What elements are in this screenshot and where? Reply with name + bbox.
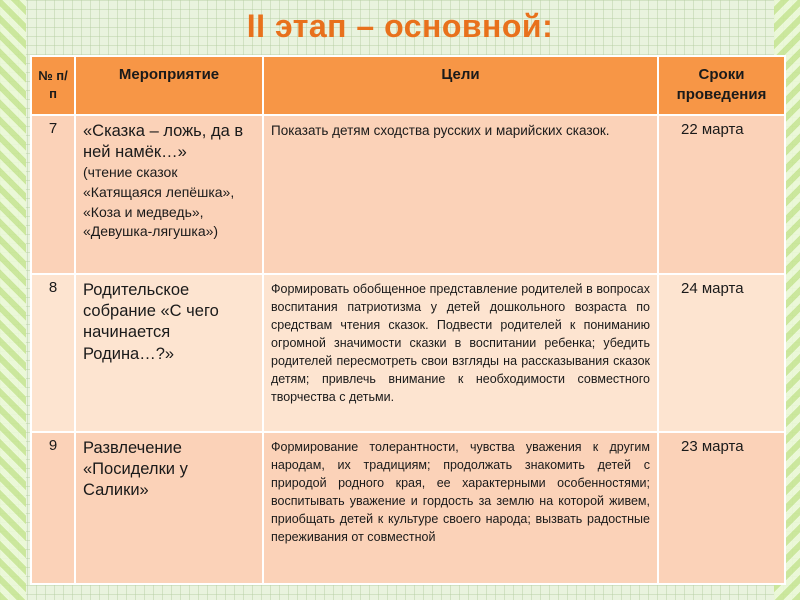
left-decorative-border <box>0 0 26 600</box>
table-header-row <box>31 56 785 115</box>
page-title: II этап – основной: <box>246 8 554 44</box>
row-event <box>75 115 263 274</box>
goals-text: Формирование толерантности, чувства уважения к другим народам, их традициям; продолжать знакомить детей с природой родного края, ее характерными особенностями; воспитывать уважение и гордость за землю на которой живем, приобщать детей к культуре своего народа; вызвать радостные переживания от совместной <box>271 439 650 545</box>
table-row <box>31 115 785 274</box>
row-date: 23 марта <box>658 432 785 584</box>
row-event: Развлечение «Посиделки у Салики» <box>75 432 263 584</box>
table-row <box>31 432 785 584</box>
header-dates: Сроки проведения <box>658 56 785 115</box>
plan-table <box>30 55 786 585</box>
row-date: 24 марта <box>658 274 785 432</box>
table-row <box>31 274 785 432</box>
header-event: Мероприятие <box>75 56 263 115</box>
row-goals <box>263 432 658 584</box>
row-goals: Показать детям сходства русских и марийских сказок. <box>263 115 658 274</box>
row-num: 8 <box>31 274 75 432</box>
header-num: № п/п <box>31 56 75 115</box>
row-goals: Формировать обобщенное представление родителей в вопросах воспитания патриотизма у детей дошкольного возраста по средствам чтения сказок. Подвести родителей к пониманию огромной значимости сказки в воспитании ребенка; убедить родителей пересмотреть свои взгляды на рассказывания сказок детям; привлечь внимание к необходимости совместного творчества с детьми. <box>263 274 658 432</box>
row-event: Родительское собрание «С чего начинается Родина…?» <box>75 274 263 432</box>
event-title: «Сказка – ложь, да в ней намёк…» <box>83 121 244 161</box>
event-note: (чтение сказок «Катящаяся лепёшка», «Коза и медведь», «Девушка-лягушка») <box>83 164 235 240</box>
row-num: 9 <box>31 432 75 584</box>
row-date: 22 марта <box>658 115 785 274</box>
header-goals: Цели <box>263 56 658 115</box>
row-num: 7 <box>31 115 75 274</box>
